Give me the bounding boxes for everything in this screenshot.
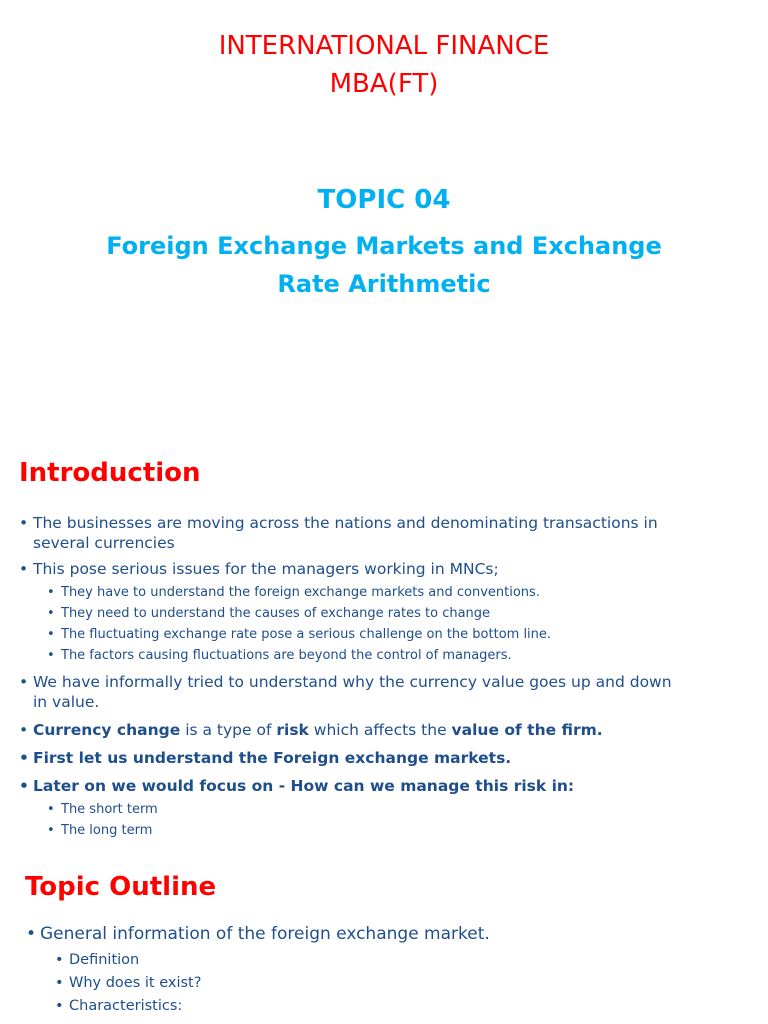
intro-bullet-3-line-1: We have informally tried to understand why the currency value goes up and down (33, 673, 672, 691)
introduction-heading: Introduction (19, 458, 201, 488)
course-title-line-1: INTERNATIONAL FINANCE (218, 31, 550, 61)
introduction-slide (0, 410, 768, 848)
sub-bullet-causes: • They need to understand the causes of exchange rates to change (61, 603, 490, 624)
topic-title-line-1: Foreign Exchange Markets and Exchange (106, 232, 662, 260)
topic-outline-heading: Topic Outline (25, 872, 217, 902)
sub-bullet-short-term: • The short term (61, 799, 158, 820)
risk-text: risk (276, 721, 309, 739)
currency-change-text: Currency change (33, 721, 181, 739)
sub-bullet-conventions: • They have to understand the foreign exchange markets and conventions. (61, 582, 540, 603)
outline-sub-bullet-characteristics: • Characteristics: (69, 995, 182, 1017)
topic-number: TOPIC 04 (317, 185, 451, 215)
intro-bullet-4 (33, 720, 603, 740)
intro-bullet-1-line-2: several currencies (33, 534, 175, 552)
sub-bullet-bottom-line: • The fluctuating exchange rate pose a serious challenge on the bottom line. (61, 624, 551, 645)
sub-bullet-control: • The factors causing fluctuations are beyond the control of managers. (61, 645, 512, 666)
intro-bullet-1 (33, 513, 658, 533)
outline-sub-bullet-why-exist: • Why does it exist? (69, 972, 201, 994)
outline-sub-bullet-definition: • Definition (69, 949, 139, 971)
course-title-line-2: MBA(FT) (329, 69, 439, 99)
intro-bullet-6: • Later on we would focus on - How can we manage this risk in: (33, 776, 574, 796)
intro-bullet-5: • First let us understand the Foreign exchange markets. (33, 748, 511, 768)
title-slide (0, 0, 768, 410)
intro-bullet-1-line-1: The businesses are moving across the nations and denominating transactions in (33, 514, 658, 532)
topic-title-line-2: Rate Arithmetic (277, 270, 491, 298)
intro-bullet-3 (33, 672, 672, 692)
intro-bullet-3-line-2: in value. (33, 693, 100, 711)
value-of-firm-text: value of the firm. (451, 721, 603, 739)
type-of-text: is a type of (180, 721, 277, 739)
which-affects-text: which affects the (308, 721, 452, 739)
topic-outline-slide (0, 848, 768, 1024)
sub-bullet-long-term: • The long term (61, 820, 152, 841)
outline-bullet-1: • General information of the foreign exchange market. (40, 922, 490, 946)
intro-bullet-2: • This pose serious issues for the managers working in MNCs; (33, 559, 499, 579)
